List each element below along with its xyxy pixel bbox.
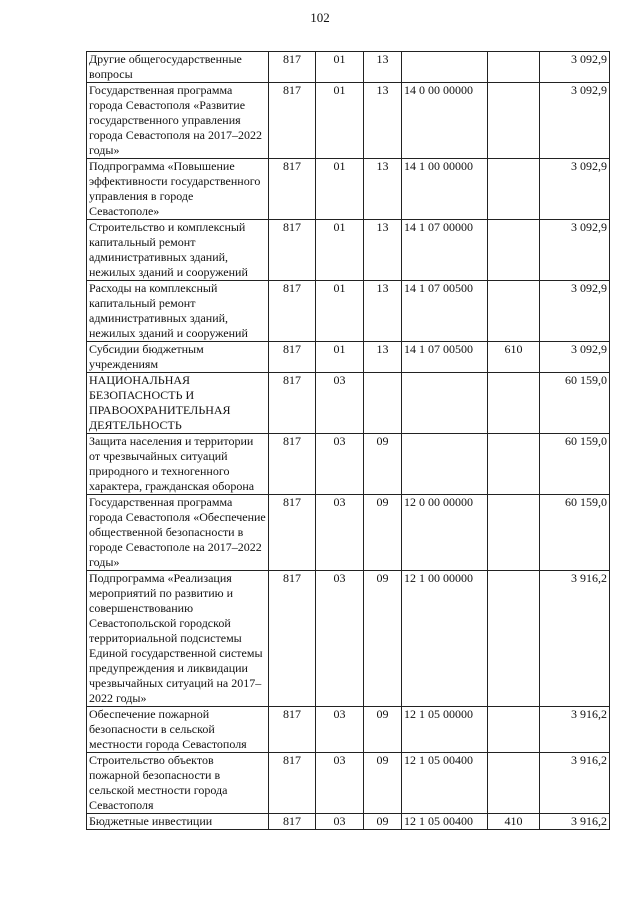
table-row <box>87 434 610 495</box>
department-code-cell: 817 <box>269 814 316 830</box>
amount-cell: 3 092,9 <box>540 83 610 159</box>
amount-cell: 60 159,0 <box>540 495 610 571</box>
subsection-code-cell: 13 <box>364 159 402 220</box>
expense-type-cell <box>488 281 540 342</box>
target-article-cell: 12 0 00 00000 <box>402 495 488 571</box>
table-row <box>87 83 610 159</box>
department-code-cell: 817 <box>269 707 316 753</box>
section-code-cell: 01 <box>316 342 364 373</box>
expense-name-cell: НАЦИОНАЛЬНАЯ БЕЗОПАСНОСТЬ И ПРАВООХРАНИТЕЛЬНАЯ ДЕЯТЕЛЬНОСТЬ <box>87 373 269 434</box>
expense-type-cell: 610 <box>488 342 540 373</box>
department-code-cell: 817 <box>269 753 316 814</box>
section-code-cell: 01 <box>316 159 364 220</box>
expense-name-cell: Обеспечение пожарной безопасности в сельской местности города Севастополя <box>87 707 269 753</box>
subsection-code-cell: 09 <box>364 495 402 571</box>
target-article-cell: 12 1 05 00400 <box>402 814 488 830</box>
table-row <box>87 373 610 434</box>
target-article-cell <box>402 373 488 434</box>
target-article-cell: 12 1 00 00000 <box>402 571 488 707</box>
table-row <box>87 52 610 83</box>
expense-type-cell <box>488 220 540 281</box>
department-code-cell: 817 <box>269 281 316 342</box>
department-code-cell: 817 <box>269 220 316 281</box>
table-row <box>87 707 610 753</box>
amount-cell: 3 092,9 <box>540 52 610 83</box>
expense-type-cell: 410 <box>488 814 540 830</box>
section-code-cell: 01 <box>316 220 364 281</box>
section-code-cell: 03 <box>316 707 364 753</box>
section-code-cell: 01 <box>316 281 364 342</box>
amount-cell: 60 159,0 <box>540 434 610 495</box>
section-code-cell: 03 <box>316 373 364 434</box>
subsection-code-cell: 09 <box>364 814 402 830</box>
department-code-cell: 817 <box>269 495 316 571</box>
expense-name-cell: Строительство объектов пожарной безопасности в сельской местности города Севастополя <box>87 753 269 814</box>
table-row <box>87 495 610 571</box>
expense-type-cell <box>488 434 540 495</box>
target-article-cell: 14 1 07 00500 <box>402 342 488 373</box>
department-code-cell: 817 <box>269 52 316 83</box>
amount-cell: 3 092,9 <box>540 342 610 373</box>
subsection-code-cell: 13 <box>364 83 402 159</box>
table-row <box>87 342 610 373</box>
section-code-cell: 03 <box>316 434 364 495</box>
table-row <box>87 220 610 281</box>
section-code-cell: 03 <box>316 814 364 830</box>
department-code-cell: 817 <box>269 434 316 495</box>
section-code-cell: 03 <box>316 571 364 707</box>
target-article-cell: 12 1 05 00000 <box>402 707 488 753</box>
target-article-cell: 14 1 07 00500 <box>402 281 488 342</box>
department-code-cell: 817 <box>269 83 316 159</box>
expense-type-cell <box>488 83 540 159</box>
target-article-cell: 14 1 00 00000 <box>402 159 488 220</box>
amount-cell: 3 916,2 <box>540 753 610 814</box>
expense-name-cell: Другие общегосударственные вопросы <box>87 52 269 83</box>
department-code-cell: 817 <box>269 159 316 220</box>
subsection-code-cell: 09 <box>364 571 402 707</box>
section-code-cell: 03 <box>316 495 364 571</box>
target-article-cell <box>402 434 488 495</box>
expense-type-cell <box>488 373 540 434</box>
expense-name-cell: Государственная программа города Севастополя «Обеспечение общественной безопасности в городе Севастополе на 2017–2022 годы» <box>87 495 269 571</box>
amount-cell: 3 916,2 <box>540 814 610 830</box>
amount-cell: 3 916,2 <box>540 571 610 707</box>
target-article-cell: 14 0 00 00000 <box>402 83 488 159</box>
table-row <box>87 571 610 707</box>
expense-type-cell <box>488 571 540 707</box>
amount-cell: 3 916,2 <box>540 707 610 753</box>
department-code-cell: 817 <box>269 342 316 373</box>
budget-table <box>86 51 610 830</box>
department-code-cell: 817 <box>269 373 316 434</box>
subsection-code-cell: 13 <box>364 220 402 281</box>
department-code-cell: 817 <box>269 571 316 707</box>
expense-name-cell: Строительство и комплексный капитальный ремонт административных зданий, нежилых зданий и сооружений <box>87 220 269 281</box>
expense-type-cell <box>488 495 540 571</box>
expense-type-cell <box>488 753 540 814</box>
table-row <box>87 753 610 814</box>
expense-name-cell: Защита населения и территории от чрезвычайных ситуаций природного и техногенного характера, гражданская оборона <box>87 434 269 495</box>
target-article-cell <box>402 52 488 83</box>
expense-name-cell: Государственная программа города Севастополя «Развитие государственного управления города Севастополя на 2017–2022 годы» <box>87 83 269 159</box>
expense-name-cell: Подпрограмма «Реализация мероприятий по развитию и совершенствованию Севастопольской городской территориальной подсистемы Единой государственной системы предупреждения и ликвидации чрезвычайных ситуаций на 2017–2022 годы» <box>87 571 269 707</box>
subsection-code-cell: 09 <box>364 434 402 495</box>
target-article-cell: 14 1 07 00000 <box>402 220 488 281</box>
expense-type-cell <box>488 52 540 83</box>
subsection-code-cell: 09 <box>364 753 402 814</box>
amount-cell: 3 092,9 <box>540 159 610 220</box>
subsection-code-cell <box>364 373 402 434</box>
table-row <box>87 159 610 220</box>
amount-cell: 60 159,0 <box>540 373 610 434</box>
table-row <box>87 281 610 342</box>
page-number: 102 <box>310 10 330 25</box>
subsection-code-cell: 13 <box>364 52 402 83</box>
section-code-cell: 01 <box>316 83 364 159</box>
expense-name-cell: Расходы на комплексный капитальный ремонт административных зданий, нежилых зданий и сооружений <box>87 281 269 342</box>
expense-type-cell <box>488 159 540 220</box>
subsection-code-cell: 09 <box>364 707 402 753</box>
amount-cell: 3 092,9 <box>540 220 610 281</box>
expense-name-cell: Субсидии бюджетным учреждениям <box>87 342 269 373</box>
table-body <box>87 52 610 830</box>
expense-name-cell: Бюджетные инвестиции <box>87 814 269 830</box>
subsection-code-cell: 13 <box>364 281 402 342</box>
expense-name-cell: Подпрограмма «Повышение эффективности государственного управления в городе Севастополе» <box>87 159 269 220</box>
amount-cell: 3 092,9 <box>540 281 610 342</box>
section-code-cell: 01 <box>316 52 364 83</box>
section-code-cell: 03 <box>316 753 364 814</box>
expense-type-cell <box>488 707 540 753</box>
target-article-cell: 12 1 05 00400 <box>402 753 488 814</box>
subsection-code-cell: 13 <box>364 342 402 373</box>
table-row <box>87 814 610 830</box>
